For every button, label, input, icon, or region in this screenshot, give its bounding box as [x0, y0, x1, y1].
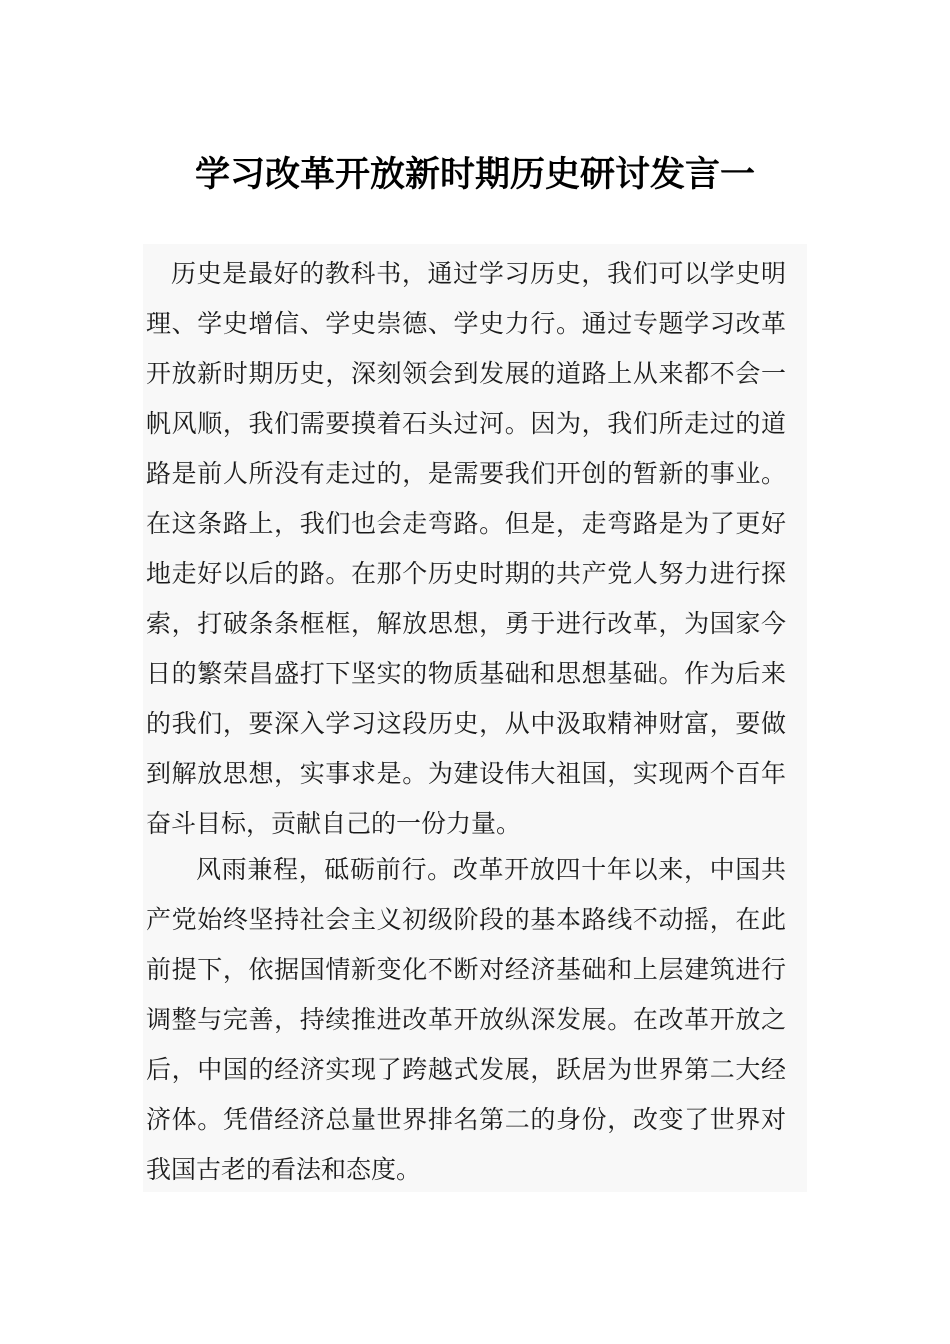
document-title: 学习改革开放新时期历史研讨发言一 — [194, 155, 755, 196]
paragraph-1: 历史是最好的教科书，通过学习历史，我们可以学史明理、学史增信、学史崇德、学史力行。通过专题学习改革开放新时期历史，深刻领会到发展的道路上从来都不会一帆风顺，我们需要摸着石头过河。因为，我们所走过的道路是前人所没有走过的，是需要我们开创的暂新的事业。在这条路上，我们也会走弯路。但是，走弯路是为了更好地走好以后的路。在那个历史时期的共产党人努力进行探索，打破条条框框，解放思想，勇于进行改革，为国家今日的繁荣昌盛打下坚实的物质基础和思想基础。作为后来的我们，要深入学习这段历史，从中汲取精神财富，要做到解放思想，实事求是。为建设伟大祖国，实现两个百年奋斗目标，贡献自己的一份力量。 — [146, 259, 786, 838]
paragraph-2: 风雨兼程，砥砺前行。改革开放四十年以来，中国共产党始终坚持社会主义初级阶段的基本路线不动摇，在此前提下，依据国情新变化不断对经济基础和上层建筑进行调整与完善，持续推进改革开放纵深发展。在改革开放之后，中国的经济实现了跨越式发展，跃居为世界第二大经济体。凭借经济总量世界排名第二的身份，改变了世界对我国古老的看法和态度。 — [146, 855, 786, 1184]
